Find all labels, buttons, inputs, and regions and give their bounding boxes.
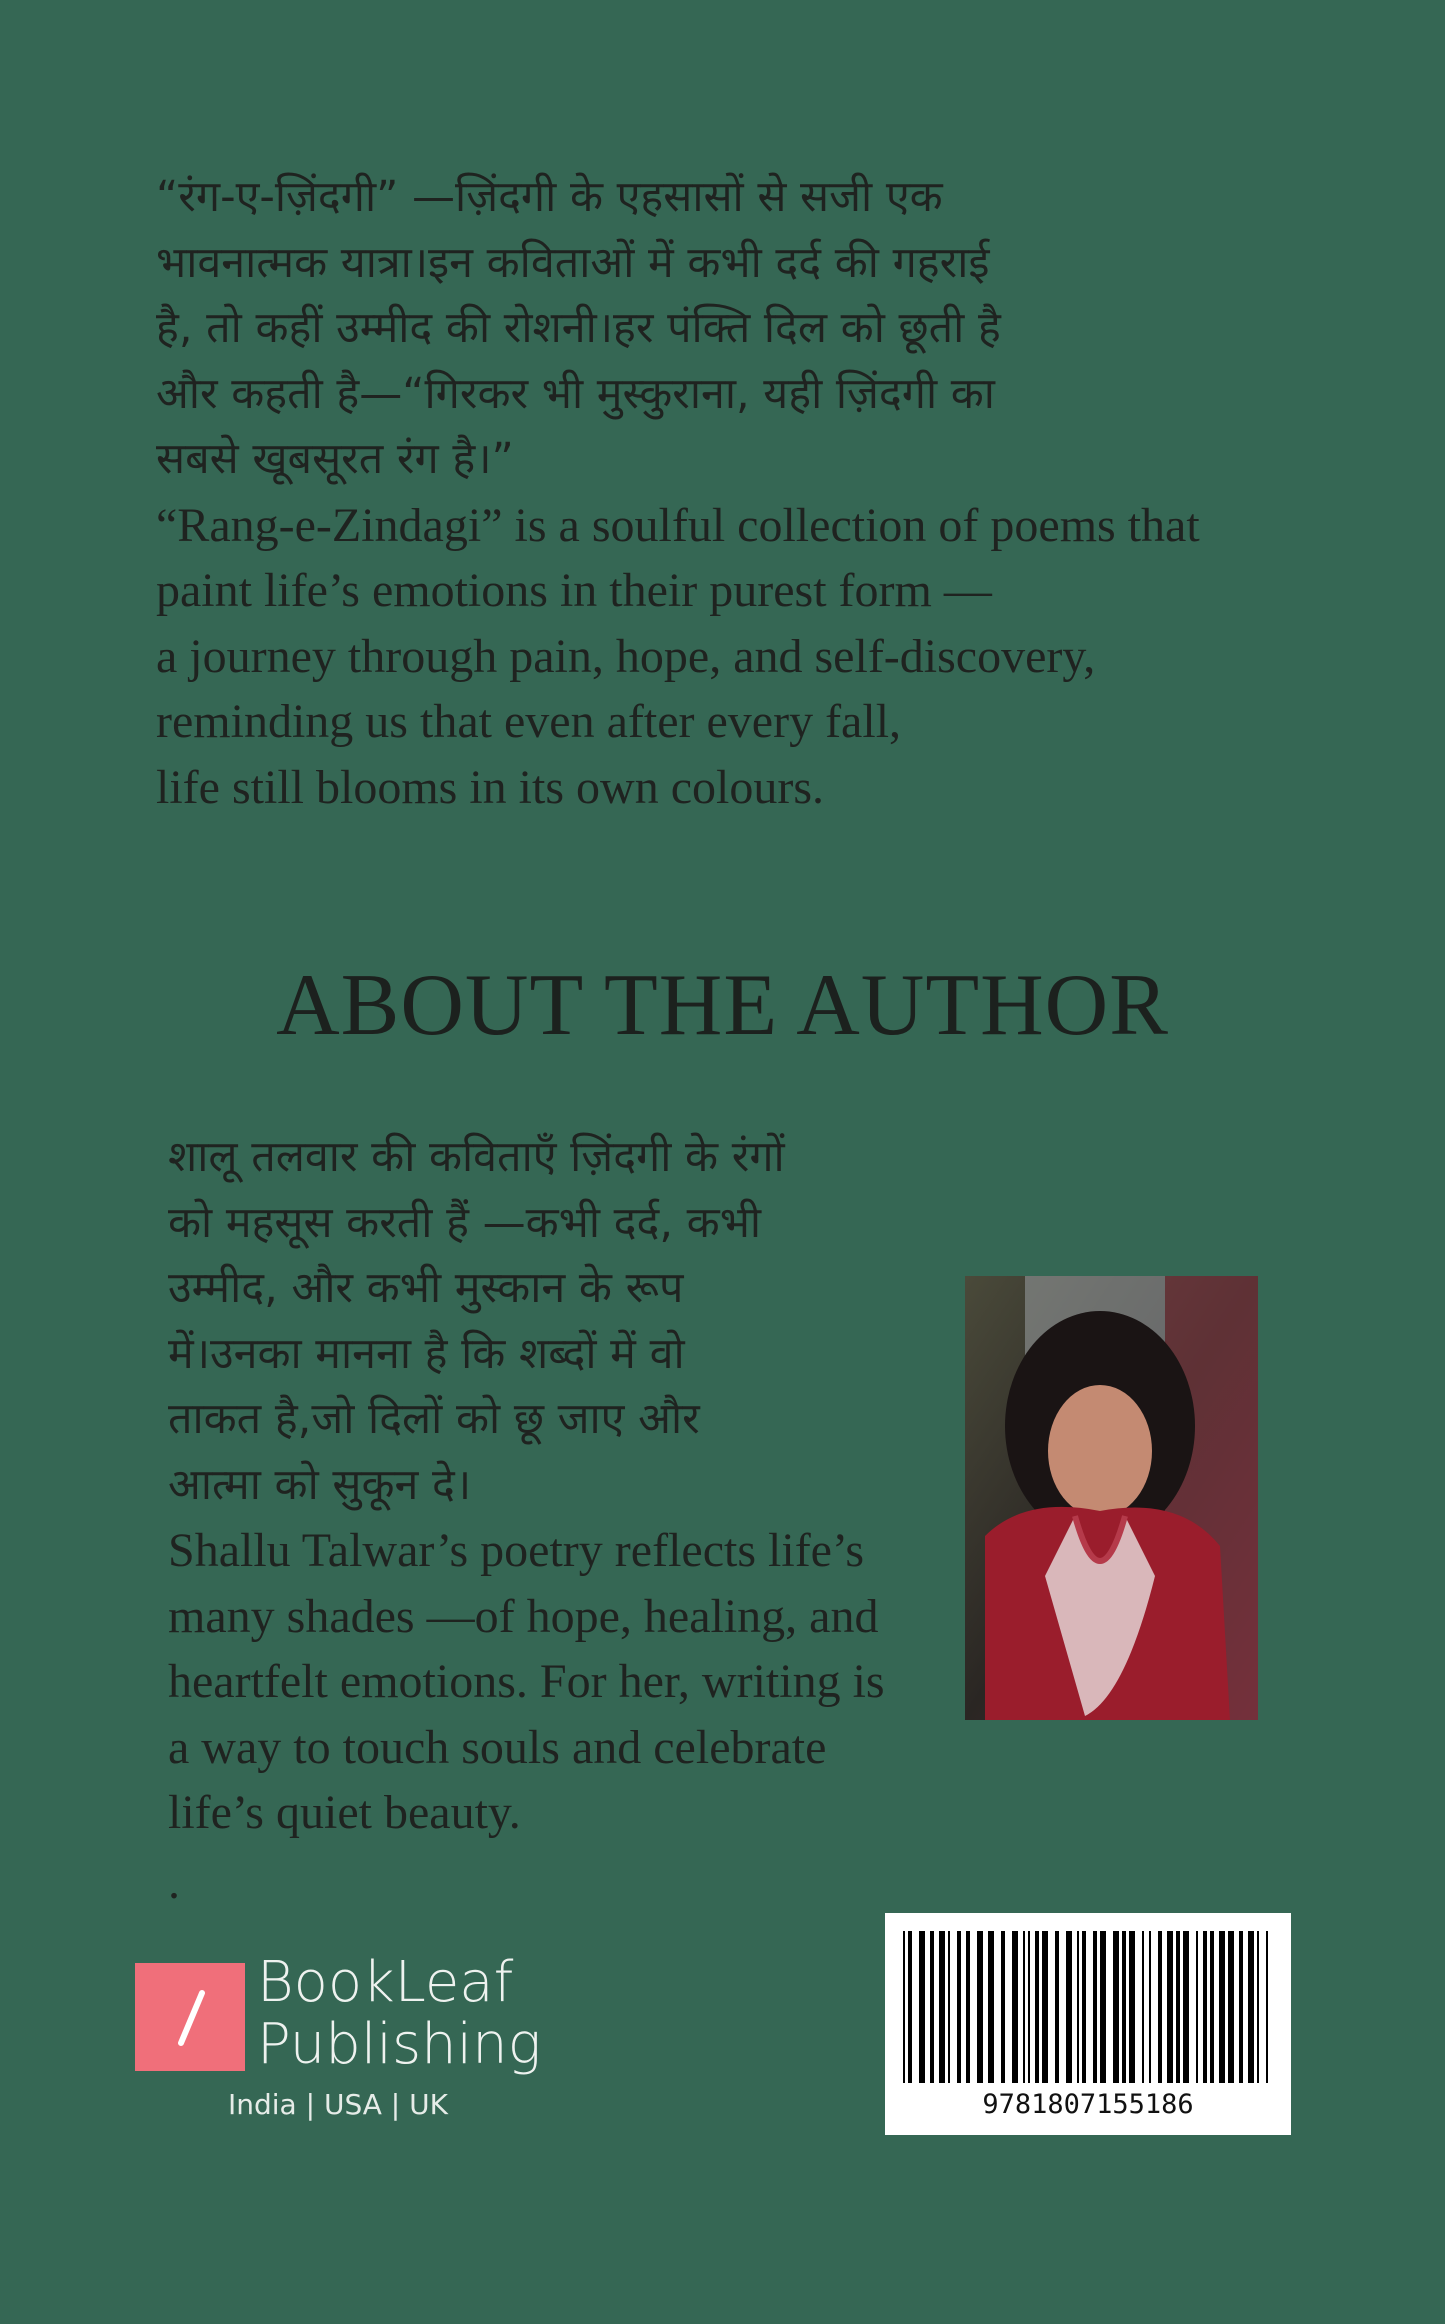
blurb-english-line: a journey through pain, hope, and self-discovery, (156, 629, 1096, 683)
barcode-icon (885, 1913, 1291, 2083)
barcode-bar (1219, 1931, 1225, 2083)
barcode-bar (1129, 1931, 1135, 2083)
barcode-bar (919, 1931, 925, 2083)
barcode-bar (1082, 1931, 1086, 2083)
barcode-bar (977, 1931, 983, 2083)
barcode-bar (988, 1931, 994, 2083)
barcode-bar (948, 1931, 950, 2083)
barcode-bar (1266, 1931, 1268, 2083)
barcode-bar (939, 1931, 945, 2083)
barcode-bar (903, 1931, 905, 2083)
blurb-english-line: reminding us that even after every fall, (156, 695, 902, 748)
barcode-bar (1093, 1931, 1097, 2083)
author-bio (168, 1125, 928, 1915)
barcode-bar (1210, 1931, 1214, 2083)
bio-english-line: heartfelt emotions. For her, writing is (168, 1655, 885, 1708)
barcode-bar (1100, 1931, 1106, 2083)
about-author-heading: ABOUT THE AUTHOR (276, 957, 1169, 1054)
barcode-bar (1001, 1931, 1005, 2083)
publisher-name (257, 1952, 541, 2076)
bio-hindi-line: ताकत है,जो दिलों को छू जाए और (168, 1394, 700, 1444)
barcode-bar (1066, 1931, 1072, 2083)
slash-icon (135, 1963, 245, 2071)
barcode-bar (1028, 1931, 1030, 2083)
barcode-bar (1149, 1931, 1151, 2083)
barcode-bar (1183, 1931, 1189, 2083)
blurb-english-line: “Rang-e-Zindagi” is a soulful collection of poems that (156, 498, 1200, 552)
bio-english-line: Shallu Talwar’s poetry reflects life’s (168, 1524, 864, 1577)
bookleaf-logo-mark (135, 1963, 245, 2071)
barcode-bar (1035, 1931, 1039, 2083)
barcode-bar (908, 1931, 912, 2083)
barcode-bar (1257, 1931, 1259, 2083)
blurb-hindi-line: भावनात्मक यात्रा।इन कविताओं में कभी दर्द की गहराई (156, 237, 990, 288)
bio-english-line: many shades —of hope, healing, and (168, 1589, 879, 1643)
blurb-english-line: paint life’s emotions in their purest form — (156, 564, 992, 617)
author-photo (965, 1276, 1258, 1720)
barcode-bar (1055, 1931, 1059, 2083)
bio-hindi-line: उम्मीद, और कभी मुस्कान के रूप (168, 1263, 684, 1313)
barcode-bar (1239, 1931, 1243, 2083)
blurb-hindi-line: सबसे खूबसूरत रंग है।” (156, 434, 514, 484)
blurb-hindi-line: “रंग-ए-ज़िंदगी” —ज़िंदगी के एहसासों से सजी एक (156, 172, 943, 222)
barcode-bar (1158, 1931, 1162, 2083)
barcode-bar (1228, 1931, 1234, 2083)
bio-hindi-line: को महसूस करती हैं —कभी दर्द, कभी (168, 1197, 762, 1248)
barcode-bar (1167, 1931, 1173, 2083)
publisher-name-line1: BookLeaf (257, 1950, 514, 2015)
bio-english-line: life’s quiet beauty. (168, 1786, 521, 1839)
barcode-bar (1122, 1931, 1126, 2083)
publisher-regions: India | USA | UK (228, 2088, 448, 2121)
barcode-bar (1012, 1931, 1018, 2083)
bio-hindi-line: शालू तलवार की कविताएँ ज़िंदगी के रंगों (168, 1132, 785, 1182)
barcode-bar (1203, 1931, 1207, 2083)
isbn-barcode (885, 1913, 1291, 2135)
bio-hindi-line: आत्मा को सुकून दे। (168, 1459, 472, 1510)
blurb-english-line: life still blooms in its own colours. (156, 760, 824, 814)
bio-hindi-line: में।उनका मानना है कि शब्दों में वो (168, 1328, 685, 1379)
barcode-bar (1042, 1931, 1048, 2083)
bio-english-line: a way to touch souls and celebrate (168, 1720, 827, 1774)
blurb-hindi-line: है, तो कहीं उम्मीद की रोशनी।हर पंक्ति दिल को छूती है (156, 303, 1001, 353)
bio-trailing-dot: . (168, 1855, 180, 1909)
barcode-bar (1142, 1931, 1144, 2083)
barcode-bar (1248, 1931, 1254, 2083)
barcode-bar (957, 1931, 961, 2083)
barcode-bar (930, 1931, 934, 2083)
barcode-bar (1023, 1931, 1025, 2083)
barcode-bar (1176, 1931, 1180, 2083)
barcode-bar (1196, 1931, 1198, 2083)
barcode-bar (966, 1931, 970, 2083)
barcode-bar (1113, 1931, 1119, 2083)
back-cover-blurb (156, 165, 1336, 820)
blurb-hindi-line: और कहती है—“गिरकर भी मुस्कुराना, यही ज़िंदगी का (156, 368, 995, 419)
barcode-bar (1077, 1931, 1079, 2083)
publisher-name-line2: Publishing (257, 2012, 542, 2077)
isbn-number: 9781807155186 (982, 2089, 1194, 2120)
